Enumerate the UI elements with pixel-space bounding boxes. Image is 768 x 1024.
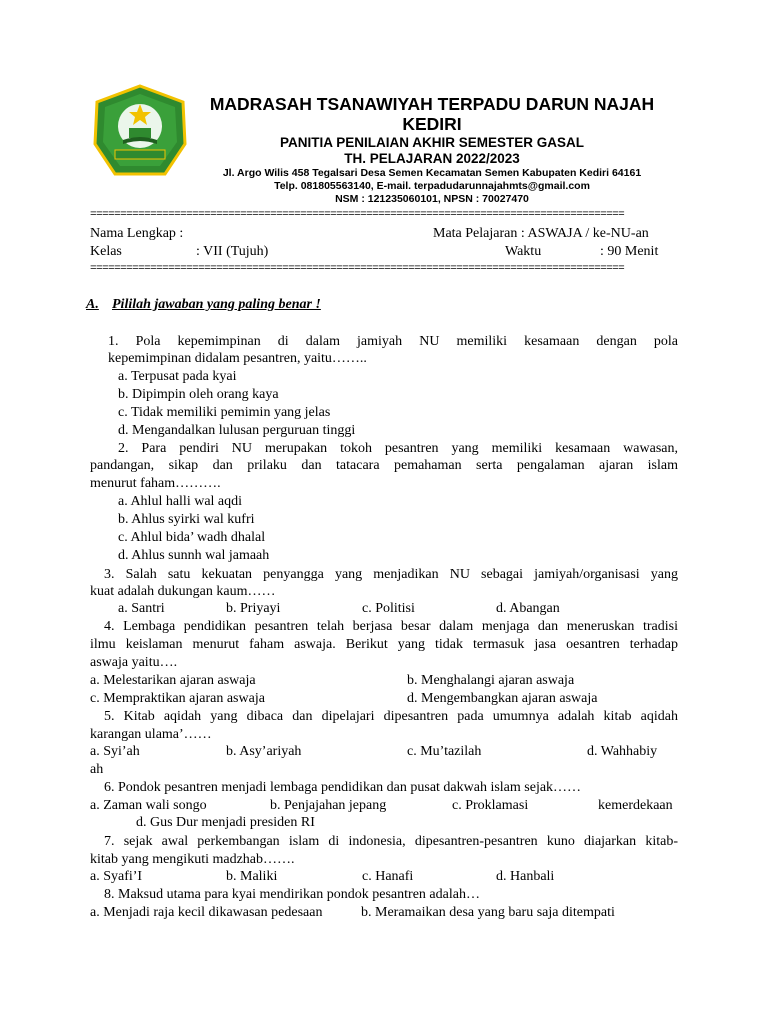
q5-option-d-wrap: ah <box>90 762 104 777</box>
q4-line2: ilmu keislaman menurut faham aswaja. Berikut yang tidak termasuk jasa oesantren terhadap <box>90 637 678 652</box>
q1-option-a: a. Terpusat pada kyai <box>118 369 237 384</box>
time-value: : 90 Menit <box>600 244 659 259</box>
q3-option-b: b. Priyayi <box>226 601 281 616</box>
class-value: : VII (Tujuh) <box>196 244 269 259</box>
q2-option-a: a. Ahlul halli wal aqdi <box>118 494 243 509</box>
q1-option-d: d. Mengandalkan lulusan perguruan tinggi <box>118 423 356 438</box>
q6-option-b: b. Penjajahan jepang <box>270 798 387 813</box>
divider-top: ========================================================================================= <box>90 211 625 220</box>
q7-line1: 7. sejak awal perkembangan islam di indonesia, dipesantren-pesantren kuno diajarkan kitab- <box>104 834 678 849</box>
q4-option-c: c. Mempraktikan ajaran aswaja <box>90 691 265 706</box>
q4-option-b: b. Menghalangi ajaran aswaja <box>407 673 575 688</box>
q5-option-a: a. Syi’ah <box>90 744 140 759</box>
q2-option-b: b. Ahlus syirki wal kufri <box>118 512 255 527</box>
q2-line1: 2. Para pendiri NU merupakan tokoh pesantren yang memiliki kesamaan wawasan, <box>118 441 678 456</box>
school-logo <box>93 84 187 178</box>
q6-option-d: d. Gus Dur menjadi presiden RI <box>136 815 315 830</box>
q5-option-d: d. Wahhabiy <box>587 744 658 759</box>
q2-option-d: d. Ahlus sunnh wal jamaah <box>118 548 270 563</box>
committee-title: PANITIA PENILAIAN AKHIR SEMESTER GASAL <box>279 135 584 150</box>
q8-line1: 8. Maksud utama para kyai mendirikan pondok pesantren adalah… <box>104 887 480 902</box>
time-label: Waktu <box>505 244 542 259</box>
school-ids: NSM : 121235060101, NPSN : 70027470 <box>335 193 529 205</box>
divider-bottom: ========================================================================================= <box>90 265 625 274</box>
class-label: Kelas <box>90 244 122 259</box>
name-label: Nama Lengkap : <box>90 226 184 241</box>
q1-option-c: c. Tidak memiliki pemimin yang jelas <box>118 405 331 420</box>
q1-line1: 1. Pola kepemimpinan di dalam jamiyah NU memiliki kesamaan dengan pola <box>108 334 678 349</box>
school-name-line2: KEDIRI <box>402 114 462 134</box>
q6-option-a: a. Zaman wali songo <box>90 798 207 813</box>
academic-year: TH. PELAJARAN 2022/2023 <box>344 151 520 166</box>
q8-option-b: b. Meramaikan desa yang baru saja ditempati <box>361 905 615 920</box>
school-address: Jl. Argo Wilis 458 Tegalsari Desa Semen Kecamatan Semen Kabupaten Kediri 64161 <box>222 167 642 179</box>
q4-option-d: d. Mengembangkan ajaran aswaja <box>407 691 598 706</box>
school-contact: Telp. 081805563140, E-mail. terpadudarunnajahmts@gmail.com <box>274 180 590 192</box>
q7-option-b: b. Maliki <box>226 869 278 884</box>
q4-line3: aswaja yaitu…. <box>90 655 178 670</box>
q2-line3: menurut faham………. <box>90 476 221 491</box>
q4-option-a: a. Melestarikan ajaran aswaja <box>90 673 256 688</box>
q2-option-c: c. Ahlul bida’ wadh dhalal <box>118 530 266 545</box>
q7-option-d: d. Hanbali <box>496 869 555 884</box>
q5-line2: karangan ulama’…… <box>90 727 212 742</box>
q7-option-a: a. Syafi’I <box>90 869 143 884</box>
q6-line1: 6. Pondok pesantren menjadi lembaga pendidikan dan pusat dakwah islam sejak…… <box>104 780 582 795</box>
q7-line2: kitab yang mengikuti madzhab……. <box>90 852 295 867</box>
q7-option-c: c. Hanafi <box>362 869 414 884</box>
q6-option-c: c. Proklamasi <box>452 798 529 813</box>
section-instruction: Pililah jawaban yang paling benar ! <box>112 297 321 312</box>
q8-option-a: a. Menjadi raja kecil dikawasan pedesaan <box>90 905 323 920</box>
q6-option-c-wrap: kemerdekaan <box>598 798 673 813</box>
q3-line2: kuat adalah dukungan kaum…… <box>90 584 276 599</box>
q3-option-d: d. Abangan <box>496 601 560 616</box>
school-name-line1: MADRASAH TSANAWIYAH TERPADU DARUN NAJAH <box>209 94 655 114</box>
q3-option-a: a. Santri <box>118 601 165 616</box>
q1-option-b: b. Dipimpin oleh orang kaya <box>118 387 279 402</box>
q2-line2: pandangan, sikap dan prilaku dan tatacara pemahaman serta pengalaman ajaran islam <box>90 458 678 473</box>
q5-line1: 5. Kitab aqidah yang dibaca dan dipelajari dipesantren pada umumnya adalah kitab aqidah <box>104 709 678 724</box>
q5-option-c: c. Mu’tazilah <box>407 744 482 759</box>
q5-option-b: b. Asy’ariyah <box>226 744 302 759</box>
section-letter: A. <box>86 297 99 312</box>
q4-line1: 4. Lembaga pendidikan pesantren telah berjasa besar dalam menjaga dan meneruskan tradisi <box>104 619 678 634</box>
q1-line2: kepemimpinan didalam pesantren, yaitu…….. <box>108 351 367 366</box>
subject-label: Mata Pelajaran : ASWAJA / ke-NU-an <box>433 226 649 241</box>
q3-line1: 3. Salah satu kekuatan penyangga yang menjadikan NU sebagai jamiyah/organisasi yang <box>104 567 678 582</box>
q3-option-c: c. Politisi <box>362 601 415 616</box>
